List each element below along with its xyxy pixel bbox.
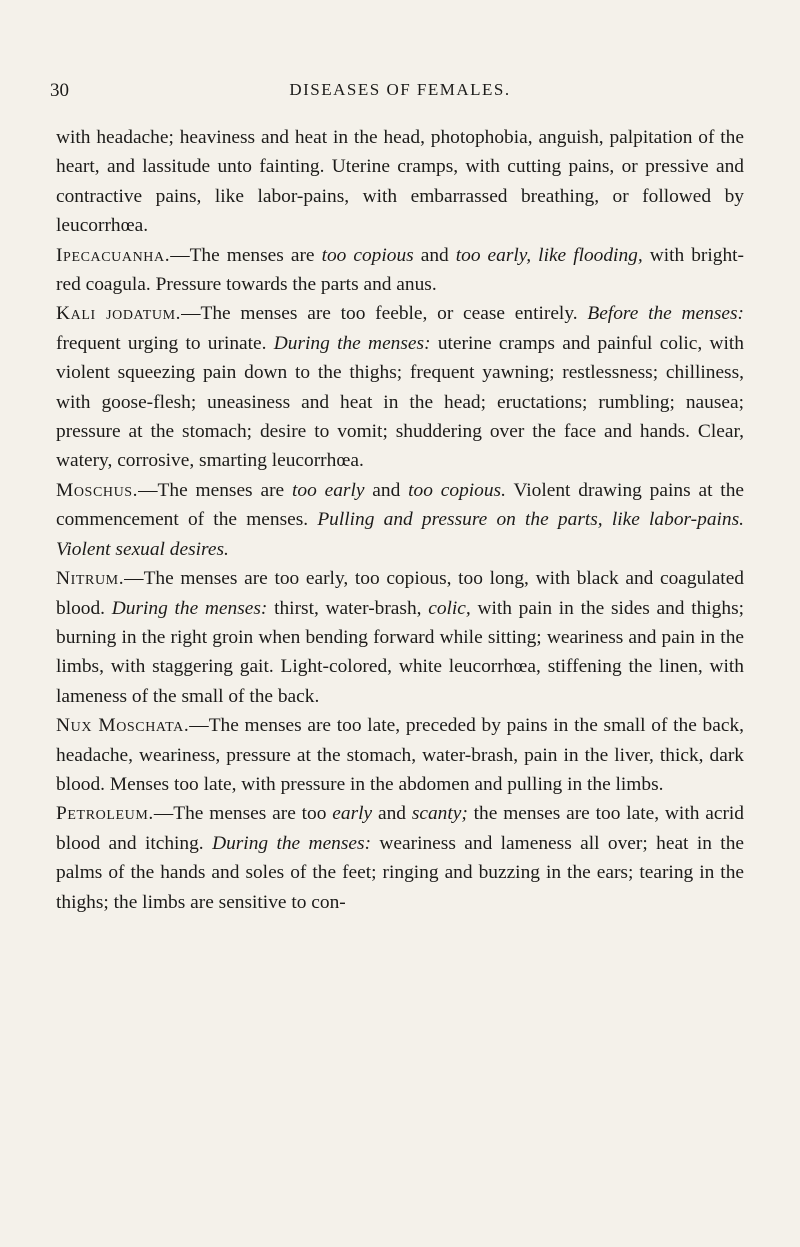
text-segment: —The menses are: [138, 479, 292, 501]
text-segment: Violent drawing pains at the commencement of the menses.: [56, 479, 744, 531]
text-segment: and: [372, 803, 412, 825]
italic-phrase: early: [332, 803, 373, 825]
remedy-name: Ipecacuanha.: [56, 244, 171, 266]
italic-phrase: too early: [291, 479, 365, 501]
remedy-name: Nitrum.: [56, 568, 125, 590]
italic-phrase: too copious: [321, 244, 414, 266]
text-segment: and: [364, 479, 409, 501]
text-segment: the menses are too late, with acrid blood and itching.: [56, 803, 744, 854]
text-segment: thirst, water-brash,: [267, 597, 429, 619]
italic-phrase: During the menses:: [111, 597, 268, 619]
italic-phrase: colic,: [428, 597, 471, 619]
text-segment: —The menses are too late, preceded by pains in the small of the back, headache, weariness, pressure at the stomach, water-brash, pain in the liver, thick, dark blood. Menses too late, with pressure in the abdomen and pulling in the limbs.: [56, 715, 745, 795]
text-segment: with pain in the sides and thighs; burning in the right groin when bending forward while sitting; weariness and pain in the limbs, with staggering gait. Light-colored, white leucorrhœa, stiffening the linen, with lameness of the small of the back.: [56, 597, 745, 707]
italic-phrase: Before the menses:: [587, 303, 744, 325]
remedy-name: Petroleum.: [56, 803, 154, 825]
text-segment: —The menses are too feeble, or cease entirely.: [181, 303, 588, 325]
paragraph: [56, 123, 744, 241]
paragraph: [56, 476, 744, 564]
italic-phrase: scanty;: [411, 803, 468, 825]
text-segment: frequent urging to urinate.: [56, 332, 274, 354]
paragraph: [56, 711, 744, 799]
page-header: [50, 80, 750, 110]
italic-phrase: too copious.: [408, 479, 506, 501]
italic-phrase: During the menses:: [273, 332, 431, 354]
text-segment: —The menses are too: [153, 803, 333, 825]
paragraph: [56, 799, 744, 917]
text-segment: —The menses are too early, too copious, too long, with black and coagulated blood.: [56, 568, 744, 619]
text-segment: with bright-red coagula. Pressure towards the parts and anus.: [56, 244, 744, 296]
italic-phrase: too early, like flooding,: [455, 244, 643, 266]
text-segment: weariness and lameness all over; heat in the palms of the hands and soles of the feet; ringing and buzzing in the ears; tearing in the thighs; the limbs are sensitive to con-: [56, 832, 744, 913]
text-segment: and: [413, 244, 456, 266]
italic-phrase: During the menses:: [212, 832, 372, 854]
paragraph: [56, 241, 744, 300]
remedy-name: Nux Moschata.: [56, 715, 190, 737]
body-text: [56, 123, 744, 917]
text-segment: uterine cramps and painful colic, with violent squeezing pain down to the thighs; frequent yawning; restlessness; chilliness, with goose-flesh; uneasiness and heat in the head; eructations; rumbling; nausea; pressure at the stomach; desire to vomit; shuddering over the face and hands. Clear, watery, corrosive, smarting leucorrhœa.: [56, 332, 744, 472]
remedy-name: Kali jodatum.: [56, 303, 182, 325]
running-title: DISEASES OF FEMALES.: [289, 80, 511, 99]
italic-phrase: Pulling and pressure on the parts, like labor-pains. Violent sexual desires.: [56, 509, 744, 560]
text-segment: —The menses are: [170, 244, 322, 266]
paragraph: [56, 564, 744, 711]
paragraph: [56, 299, 744, 475]
remedy-name: Moschus.: [56, 479, 139, 501]
page-number: 30: [50, 80, 69, 101]
text-segment: with headache; heaviness and heat in the head, photophobia, anguish, palpitation of the heart, and lassitude unto fainting. Uterine cramps, with cutting pains, or pressive and contractive pains, like labor-pains, with embarrassed breathing, or followed by leucorrhœa.: [56, 127, 744, 237]
